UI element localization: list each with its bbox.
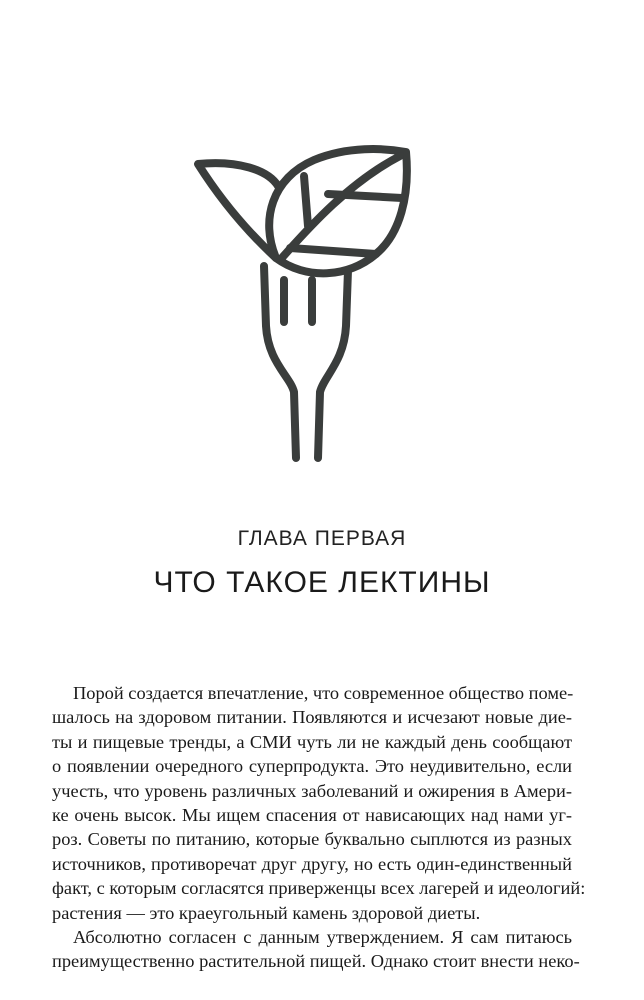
text-line: Абсолютно согласен с данным утверждением. Я сам питаюсь bbox=[73, 926, 572, 947]
chapter-title: ЧТО ТАКОЕ ЛЕКТИНЫ bbox=[153, 566, 491, 599]
text-line: ке очень высок. Мы ищем спасения от нависающих над нами уг- bbox=[52, 804, 572, 825]
text-line: учесть, что уровень различных заболеваний и ожирения в Амери- bbox=[52, 780, 572, 801]
text-line: шалось на здоровом питании. Появляются и исчезают новые дие- bbox=[52, 707, 572, 728]
text-line: факт, с которым согласятся приверженцы всех лагерей и идеологий: bbox=[52, 878, 586, 899]
text-line: роз. Советы по питанию, которые буквально сыплются из разных bbox=[52, 829, 572, 850]
text-line: источников, противоречат друг другу, но есть один-единственный bbox=[52, 853, 572, 874]
text-line: Порой создается впечатление, что современное общество поме- bbox=[73, 683, 574, 703]
leaf-fork-icon bbox=[180, 130, 420, 470]
body-text bbox=[52, 681, 586, 974]
text-line: ты и пищевые тренды, а СМИ чуть ли не каждый день сообщают bbox=[52, 731, 572, 752]
chapter-label: ГЛАВА ПЕРВАЯ bbox=[237, 527, 407, 550]
text-line: преимущественно растительной пищей. Однако стоит внести неко- bbox=[52, 951, 580, 972]
text-line: растения — это краеугольный камень здоровой диеты. bbox=[52, 902, 481, 923]
text-line: о появлении очередного суперпродукта. Это неудивительно, если bbox=[52, 756, 572, 777]
